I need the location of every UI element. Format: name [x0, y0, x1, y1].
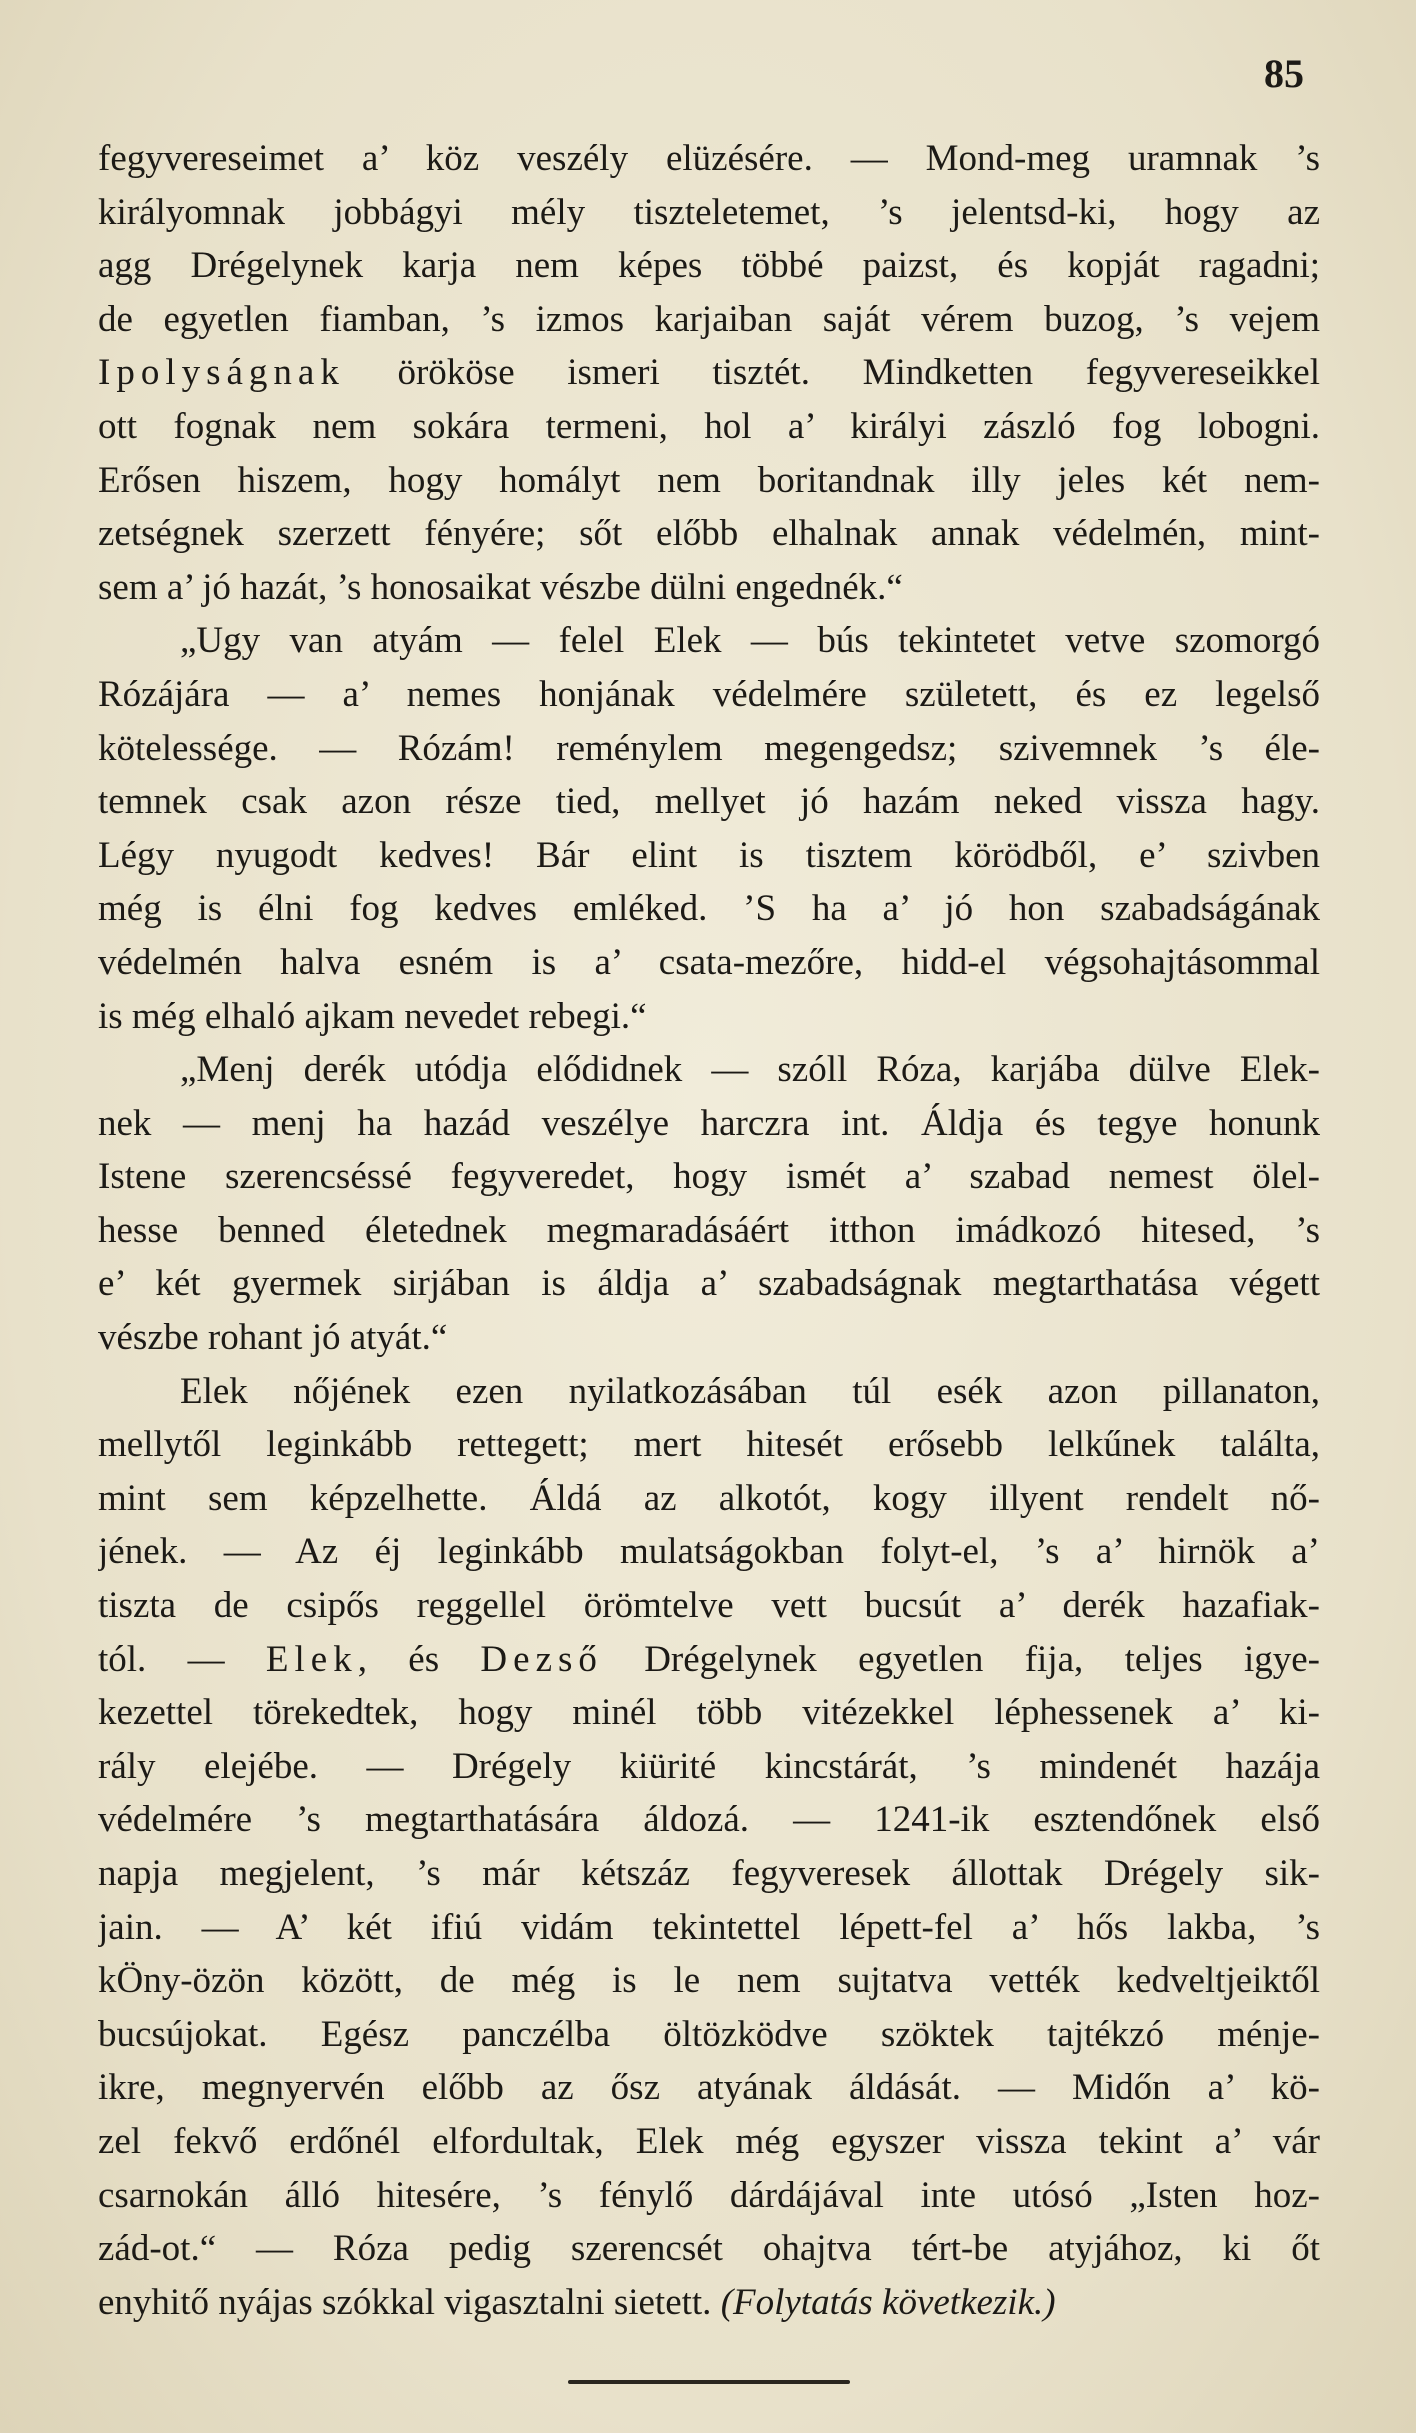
line-text: Rózájára — a’ nemes honjának védelmére született, és ez legelső: [98, 673, 1320, 715]
text-line: [98, 775, 1320, 829]
line-text: tiszta de csipős reggellel örömtelve vett bucsút a’ derék hazafiak-: [98, 1585, 1320, 1627]
line-text: Légy nyugodt kedves! Bár elint is tisztem körödből, e’ szivben: [98, 834, 1320, 876]
text-line: [98, 1633, 1320, 1687]
line-text: vészbe rohant jó atyát.“: [98, 1317, 448, 1359]
spaced-name: Dezső: [480, 1638, 603, 1680]
text-line: [98, 1954, 1320, 2008]
line-text: temnek csak azon része tied, mellyet jó hazám neked vissza hagy.: [98, 781, 1320, 823]
line-text: örököse ismeri tisztét. Mindketten fegyvereseikkel: [344, 352, 1320, 394]
continuation-note: (Folytatás következik.): [720, 2281, 1056, 2323]
line-text: enyhitő nyájas szókkal vigasztalni sietett.: [98, 2281, 721, 2323]
line-text: védelmén halva esném is a’ csata-mezőre, hidd-el végsohajtásommal: [98, 941, 1320, 983]
line-text: napja megjelent, ’s már kétszáz fegyveresek állottak Drégely sik-: [98, 1853, 1320, 1894]
spaced-name: Ipolyságnak: [98, 352, 345, 394]
text-line: [98, 614, 1320, 668]
line-text: tól. —: [98, 1638, 266, 1680]
text-line: [98, 293, 1320, 347]
line-text: csarnokán álló hitesére, ’s fénylő dárdájával inte utósó „Isten hoz-: [98, 2174, 1320, 2216]
text-line: [98, 936, 1320, 990]
text-line: [98, 346, 1320, 400]
line-text: zetségnek szerzett fényére; sőt előbb elhalnak annak védelmén, mint-: [98, 513, 1320, 555]
line-text: e’ két gyermek sirjában is áldja a’ szabadságnak megtarthatása végett: [98, 1263, 1320, 1305]
line-text: , és: [357, 1638, 481, 1680]
text-line: [98, 1525, 1320, 1579]
text-line: [98, 1579, 1320, 1633]
line-text: hesse benned életednek megmaradásáért itthon imádkozó hitesed, ’s: [98, 1209, 1320, 1251]
text-line: [98, 561, 1320, 615]
text-line: [98, 990, 1320, 1044]
text-line: [98, 2008, 1320, 2062]
line-text: rály elejébe. — Drégely kiürité kincstárát, ’s mindenét hazája: [98, 1745, 1320, 1787]
text-line: [98, 1257, 1320, 1311]
text-line: [98, 400, 1320, 454]
line-text: „Ugy van atyám — felel Elek — bús tekintetet vetve szomorgó: [180, 620, 1320, 662]
line-text: ott fognak nem sokára termeni, hol a’ királyi zászló fog lobogni.: [98, 405, 1320, 447]
line-text: sem a’ jó hazát, ’s honosaikat vészbe dülni engednék.“: [98, 566, 903, 608]
text-line: [98, 2222, 1320, 2276]
text-line: [98, 2169, 1320, 2223]
line-text: is még elhaló ajkam nevedet rebegi.“: [98, 995, 647, 1037]
text-line: [98, 2276, 1320, 2330]
closing-rule: [568, 2380, 850, 2384]
line-text: Istene szerencséssé fegyveredet, hogy ismét a’ szabad nemest ölel-: [98, 1156, 1320, 1198]
line-text: kezettel törekedtek, hogy minél több vitézekkel léphessenek a’ ki-: [98, 1692, 1320, 1734]
line-text: agg Drégelynek karja nem képes többé paizst, és kopját ragadni;: [98, 245, 1320, 287]
spaced-name: Elek: [265, 1638, 358, 1680]
line-text: bucsújokat. Egész panczélba öltözködve szöktek tajtékzó ménje-: [98, 2013, 1320, 2055]
line-text: jain. — A’ két ifiú vidám tekintettel lépett-fel a’ hős lakba, ’s: [98, 1906, 1320, 1948]
line-text: jének. — Az éj leginkább mulatságokban folyt-el, ’s a’ hirnök a’: [98, 1531, 1320, 1573]
line-text: védelmére ’s megtarthatására áldozá. — 1241-ik esztendőnek első: [98, 1799, 1320, 1841]
line-text: királyomnak jobbágyi mély tiszteletemet, ’s jelentsd-ki, hogy az: [98, 191, 1320, 233]
line-text: mint sem képzelhette. Áldá az alkotót, kogy illyent rendelt nő-: [98, 1477, 1320, 1519]
line-text: ikre, megnyervén előbb az ősz atyának áldását. — Midőn a’ kö-: [98, 2067, 1320, 2109]
line-text: zád-ot.“ — Róza pedig szerencsét ohajtva tért-be atyjához, ki őt: [98, 2228, 1320, 2270]
text-line: [98, 1847, 1320, 1901]
text-line: [98, 1686, 1320, 1740]
text-line: [98, 882, 1320, 936]
text-line: [98, 829, 1320, 883]
line-text: de egyetlen fiamban, ’s izmos karjaiban saját vérem buzog, ’s vejem: [98, 298, 1320, 340]
line-text: Drégelynek egyetlen fija, teljes igye-: [602, 1638, 1320, 1680]
line-text: „Menj derék utódja elődidnek — szóll Róza, karjába dülve Elek-: [180, 1049, 1320, 1091]
page-number: 85: [1264, 51, 1304, 96]
text-line: [98, 1418, 1320, 1472]
text-line: [98, 668, 1320, 722]
text-line: [98, 132, 1320, 186]
text-line: [98, 722, 1320, 776]
text-line: [98, 1097, 1320, 1151]
text-line: [98, 454, 1320, 508]
line-text: zel fekvő erdőnél elfordultak, Elek még egyszer vissza tekint a’ vár: [98, 2120, 1320, 2162]
line-text: Elek nőjének ezen nyilatkozásában túl esék azon pillanaton,: [180, 1370, 1320, 1412]
text-line: [98, 1043, 1320, 1097]
line-text: még is élni fog kedves emléked. ’S ha a’ jó hon szabadságának: [98, 888, 1320, 930]
text-line: [98, 1311, 1320, 1365]
line-text: fegyvereseimet a’ köz veszély elüzésére. — Mond-meg uramnak ’s: [98, 138, 1320, 179]
line-text: nek — menj ha hazád veszélye harczra int. Áldja és tegye honunk: [98, 1102, 1320, 1144]
text-line: [98, 1793, 1320, 1847]
body-text: [98, 132, 1320, 2329]
line-text: mellytől leginkább rettegett; mert hitesét erősebb lelkűnek találta,: [98, 1424, 1320, 1466]
text-line: [98, 1901, 1320, 1955]
text-line: [98, 1150, 1320, 1204]
text-line: [98, 239, 1320, 293]
text-line: [98, 2061, 1320, 2115]
text-line: [98, 2115, 1320, 2169]
line-text: kötelessége. — Rózám! reménylem megengedsz; szivemnek ’s éle-: [98, 727, 1320, 769]
text-line: [98, 1472, 1320, 1526]
text-line: [98, 1204, 1320, 1258]
text-line: [98, 507, 1320, 561]
text-line: [98, 186, 1320, 240]
line-text: Erősen hiszem, hogy homályt nem boritandnak illy jeles két nem-: [98, 459, 1320, 501]
text-line: [98, 1740, 1320, 1794]
line-text: kÖny-özön között, de még is le nem sujtatva vették kedveltjeiktől: [98, 1960, 1320, 2002]
text-line: [98, 1365, 1320, 1419]
